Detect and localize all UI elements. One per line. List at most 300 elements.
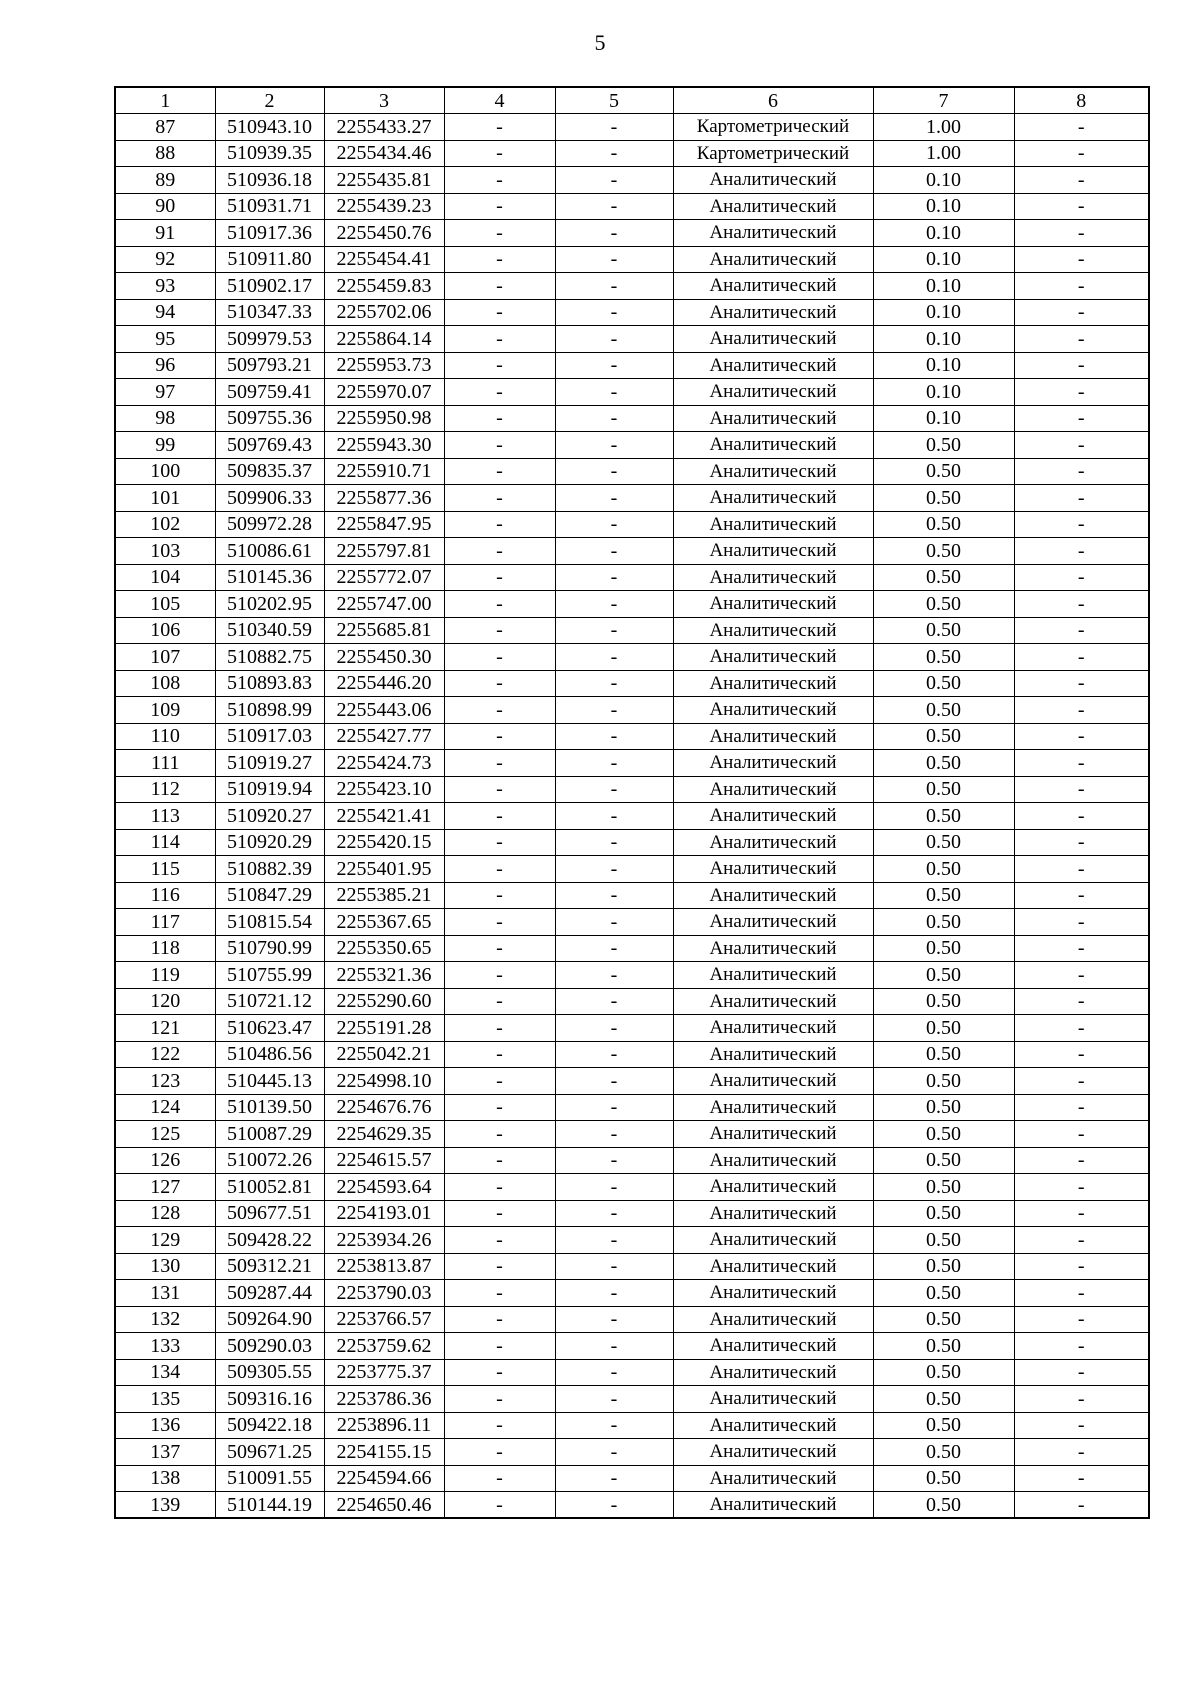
col8-cell: - xyxy=(1014,114,1149,141)
point-number-cell: 96 xyxy=(115,352,215,379)
col8-cell: - xyxy=(1014,246,1149,273)
table-row xyxy=(115,352,1149,379)
x-coordinate-cell: 510340.59 xyxy=(215,617,324,644)
col5-cell: - xyxy=(555,220,673,247)
col4-cell: - xyxy=(444,1359,555,1386)
accuracy-cell: 0.50 xyxy=(873,988,1014,1015)
col8-cell: - xyxy=(1014,723,1149,750)
col4-cell: - xyxy=(444,670,555,697)
coordinates-table xyxy=(114,86,1150,1519)
accuracy-cell: 0.50 xyxy=(873,1333,1014,1360)
accuracy-cell: 0.50 xyxy=(873,1280,1014,1307)
y-coordinate-cell: 2255350.65 xyxy=(324,935,444,962)
x-coordinate-cell: 510893.83 xyxy=(215,670,324,697)
col8-cell: - xyxy=(1014,1492,1149,1519)
point-number-cell: 88 xyxy=(115,140,215,167)
method-cell: Картометрический xyxy=(673,140,873,167)
col5-cell: - xyxy=(555,352,673,379)
table-row xyxy=(115,1280,1149,1307)
col5-cell: - xyxy=(555,326,673,353)
y-coordinate-cell: 2255401.95 xyxy=(324,856,444,883)
column-header-5: 5 xyxy=(555,87,673,114)
y-coordinate-cell: 2255797.81 xyxy=(324,538,444,565)
col8-cell: - xyxy=(1014,670,1149,697)
col5-cell: - xyxy=(555,1174,673,1201)
col4-cell: - xyxy=(444,326,555,353)
column-header-6: 6 xyxy=(673,87,873,114)
table-row xyxy=(115,167,1149,194)
method-cell: Аналитический xyxy=(673,299,873,326)
x-coordinate-cell: 509287.44 xyxy=(215,1280,324,1307)
y-coordinate-cell: 2255423.10 xyxy=(324,776,444,803)
point-number-cell: 103 xyxy=(115,538,215,565)
point-number-cell: 117 xyxy=(115,909,215,936)
point-number-cell: 119 xyxy=(115,962,215,989)
y-coordinate-cell: 2255439.23 xyxy=(324,193,444,220)
accuracy-cell: 0.50 xyxy=(873,1227,1014,1254)
col5-cell: - xyxy=(555,1041,673,1068)
y-coordinate-cell: 2255864.14 xyxy=(324,326,444,353)
table-row xyxy=(115,882,1149,909)
col5-cell: - xyxy=(555,432,673,459)
point-number-cell: 120 xyxy=(115,988,215,1015)
col4-cell: - xyxy=(444,564,555,591)
col8-cell: - xyxy=(1014,882,1149,909)
col8-cell: - xyxy=(1014,1094,1149,1121)
method-cell: Аналитический xyxy=(673,538,873,565)
x-coordinate-cell: 510911.80 xyxy=(215,246,324,273)
accuracy-cell: 0.50 xyxy=(873,617,1014,644)
col5-cell: - xyxy=(555,485,673,512)
y-coordinate-cell: 2255421.41 xyxy=(324,803,444,830)
method-cell: Аналитический xyxy=(673,803,873,830)
col5-cell: - xyxy=(555,1068,673,1095)
table-row xyxy=(115,246,1149,273)
table-row xyxy=(115,591,1149,618)
col8-cell: - xyxy=(1014,193,1149,220)
col4-cell: - xyxy=(444,1280,555,1307)
x-coordinate-cell: 510202.95 xyxy=(215,591,324,618)
col5-cell: - xyxy=(555,140,673,167)
method-cell: Аналитический xyxy=(673,909,873,936)
column-header-4: 4 xyxy=(444,87,555,114)
col5-cell: - xyxy=(555,697,673,724)
table-row xyxy=(115,909,1149,936)
point-number-cell: 89 xyxy=(115,167,215,194)
col4-cell: - xyxy=(444,538,555,565)
method-cell: Аналитический xyxy=(673,1174,873,1201)
point-number-cell: 135 xyxy=(115,1386,215,1413)
x-coordinate-cell: 509759.41 xyxy=(215,379,324,406)
x-coordinate-cell: 510919.27 xyxy=(215,750,324,777)
table-row xyxy=(115,1174,1149,1201)
x-coordinate-cell: 510086.61 xyxy=(215,538,324,565)
col5-cell: - xyxy=(555,564,673,591)
y-coordinate-cell: 2254193.01 xyxy=(324,1200,444,1227)
point-number-cell: 131 xyxy=(115,1280,215,1307)
accuracy-cell: 0.50 xyxy=(873,1094,1014,1121)
point-number-cell: 128 xyxy=(115,1200,215,1227)
point-number-cell: 108 xyxy=(115,670,215,697)
x-coordinate-cell: 510931.71 xyxy=(215,193,324,220)
method-cell: Аналитический xyxy=(673,1412,873,1439)
col4-cell: - xyxy=(444,1492,555,1519)
table-row xyxy=(115,829,1149,856)
col4-cell: - xyxy=(444,882,555,909)
method-cell: Аналитический xyxy=(673,1386,873,1413)
col8-cell: - xyxy=(1014,1386,1149,1413)
point-number-cell: 99 xyxy=(115,432,215,459)
col4-cell: - xyxy=(444,1306,555,1333)
col5-cell: - xyxy=(555,776,673,803)
x-coordinate-cell: 510755.99 xyxy=(215,962,324,989)
y-coordinate-cell: 2255450.76 xyxy=(324,220,444,247)
accuracy-cell: 0.50 xyxy=(873,1359,1014,1386)
table-row xyxy=(115,458,1149,485)
point-number-cell: 137 xyxy=(115,1439,215,1466)
col4-cell: - xyxy=(444,776,555,803)
col5-cell: - xyxy=(555,193,673,220)
col5-cell: - xyxy=(555,1147,673,1174)
x-coordinate-cell: 510623.47 xyxy=(215,1015,324,1042)
method-cell: Аналитический xyxy=(673,405,873,432)
y-coordinate-cell: 2255427.77 xyxy=(324,723,444,750)
point-number-cell: 92 xyxy=(115,246,215,273)
accuracy-cell: 0.50 xyxy=(873,750,1014,777)
col5-cell: - xyxy=(555,1412,673,1439)
col4-cell: - xyxy=(444,246,555,273)
y-coordinate-cell: 2255459.83 xyxy=(324,273,444,300)
method-cell: Аналитический xyxy=(673,962,873,989)
accuracy-cell: 0.50 xyxy=(873,1147,1014,1174)
col5-cell: - xyxy=(555,1094,673,1121)
y-coordinate-cell: 2254615.57 xyxy=(324,1147,444,1174)
table-row xyxy=(115,988,1149,1015)
col5-cell: - xyxy=(555,644,673,671)
col5-cell: - xyxy=(555,988,673,1015)
y-coordinate-cell: 2255446.20 xyxy=(324,670,444,697)
col4-cell: - xyxy=(444,750,555,777)
col8-cell: - xyxy=(1014,988,1149,1015)
point-number-cell: 112 xyxy=(115,776,215,803)
col5-cell: - xyxy=(555,1121,673,1148)
accuracy-cell: 0.10 xyxy=(873,246,1014,273)
page-number: 5 xyxy=(594,30,606,55)
col8-cell: - xyxy=(1014,697,1149,724)
accuracy-cell: 0.50 xyxy=(873,511,1014,538)
col5-cell: - xyxy=(555,670,673,697)
x-coordinate-cell: 510091.55 xyxy=(215,1465,324,1492)
table-row xyxy=(115,670,1149,697)
accuracy-cell: 0.50 xyxy=(873,803,1014,830)
point-number-cell: 132 xyxy=(115,1306,215,1333)
col5-cell: - xyxy=(555,617,673,644)
accuracy-cell: 0.10 xyxy=(873,193,1014,220)
y-coordinate-cell: 2255434.46 xyxy=(324,140,444,167)
table-row xyxy=(115,1333,1149,1360)
table-row xyxy=(115,1439,1149,1466)
method-cell: Аналитический xyxy=(673,220,873,247)
accuracy-cell: 0.50 xyxy=(873,1306,1014,1333)
method-cell: Аналитический xyxy=(673,935,873,962)
method-cell: Аналитический xyxy=(673,882,873,909)
accuracy-cell: 0.50 xyxy=(873,1492,1014,1519)
y-coordinate-cell: 2255420.15 xyxy=(324,829,444,856)
col5-cell: - xyxy=(555,167,673,194)
y-coordinate-cell: 2255953.73 xyxy=(324,352,444,379)
point-number-cell: 134 xyxy=(115,1359,215,1386)
column-header-7: 7 xyxy=(873,87,1014,114)
method-cell: Аналитический xyxy=(673,1492,873,1519)
x-coordinate-cell: 510919.94 xyxy=(215,776,324,803)
accuracy-cell: 1.00 xyxy=(873,114,1014,141)
method-cell: Аналитический xyxy=(673,1253,873,1280)
x-coordinate-cell: 510139.50 xyxy=(215,1094,324,1121)
x-coordinate-cell: 509906.33 xyxy=(215,485,324,512)
col8-cell: - xyxy=(1014,511,1149,538)
y-coordinate-cell: 2255433.27 xyxy=(324,114,444,141)
accuracy-cell: 0.50 xyxy=(873,564,1014,591)
col5-cell: - xyxy=(555,1227,673,1254)
method-cell: Аналитический xyxy=(673,750,873,777)
x-coordinate-cell: 510936.18 xyxy=(215,167,324,194)
y-coordinate-cell: 2253775.37 xyxy=(324,1359,444,1386)
col5-cell: - xyxy=(555,962,673,989)
col4-cell: - xyxy=(444,1068,555,1095)
col4-cell: - xyxy=(444,193,555,220)
col8-cell: - xyxy=(1014,591,1149,618)
table-row xyxy=(115,485,1149,512)
col4-cell: - xyxy=(444,220,555,247)
x-coordinate-cell: 509305.55 xyxy=(215,1359,324,1386)
col4-cell: - xyxy=(444,1041,555,1068)
x-coordinate-cell: 510144.19 xyxy=(215,1492,324,1519)
accuracy-cell: 0.10 xyxy=(873,326,1014,353)
col8-cell: - xyxy=(1014,1041,1149,1068)
accuracy-cell: 0.10 xyxy=(873,273,1014,300)
col5-cell: - xyxy=(555,511,673,538)
table-row xyxy=(115,1253,1149,1280)
table-row xyxy=(115,1492,1149,1519)
y-coordinate-cell: 2254650.46 xyxy=(324,1492,444,1519)
table-row xyxy=(115,273,1149,300)
y-coordinate-cell: 2255435.81 xyxy=(324,167,444,194)
table-row xyxy=(115,1015,1149,1042)
x-coordinate-cell: 510917.03 xyxy=(215,723,324,750)
point-number-cell: 125 xyxy=(115,1121,215,1148)
y-coordinate-cell: 2255321.36 xyxy=(324,962,444,989)
col5-cell: - xyxy=(555,856,673,883)
col8-cell: - xyxy=(1014,1015,1149,1042)
col4-cell: - xyxy=(444,485,555,512)
col5-cell: - xyxy=(555,1280,673,1307)
table-row xyxy=(115,962,1149,989)
col5-cell: - xyxy=(555,405,673,432)
method-cell: Аналитический xyxy=(673,1280,873,1307)
x-coordinate-cell: 510882.39 xyxy=(215,856,324,883)
col4-cell: - xyxy=(444,1333,555,1360)
col4-cell: - xyxy=(444,935,555,962)
table-row xyxy=(115,140,1149,167)
col8-cell: - xyxy=(1014,538,1149,565)
table-row xyxy=(115,1094,1149,1121)
table-row xyxy=(115,220,1149,247)
y-coordinate-cell: 2255747.00 xyxy=(324,591,444,618)
accuracy-cell: 0.50 xyxy=(873,856,1014,883)
point-number-cell: 129 xyxy=(115,1227,215,1254)
x-coordinate-cell: 509755.36 xyxy=(215,405,324,432)
col5-cell: - xyxy=(555,1200,673,1227)
accuracy-cell: 0.10 xyxy=(873,220,1014,247)
accuracy-cell: 0.50 xyxy=(873,776,1014,803)
point-number-cell: 93 xyxy=(115,273,215,300)
col8-cell: - xyxy=(1014,326,1149,353)
col8-cell: - xyxy=(1014,1465,1149,1492)
point-number-cell: 106 xyxy=(115,617,215,644)
col4-cell: - xyxy=(444,511,555,538)
col8-cell: - xyxy=(1014,564,1149,591)
column-header-1: 1 xyxy=(115,87,215,114)
point-number-cell: 122 xyxy=(115,1041,215,1068)
x-coordinate-cell: 509671.25 xyxy=(215,1439,324,1466)
point-number-cell: 100 xyxy=(115,458,215,485)
col4-cell: - xyxy=(444,617,555,644)
point-number-cell: 118 xyxy=(115,935,215,962)
method-cell: Аналитический xyxy=(673,485,873,512)
method-cell: Аналитический xyxy=(673,829,873,856)
y-coordinate-cell: 2255450.30 xyxy=(324,644,444,671)
y-coordinate-cell: 2253896.11 xyxy=(324,1412,444,1439)
method-cell: Аналитический xyxy=(673,167,873,194)
method-cell: Аналитический xyxy=(673,670,873,697)
col4-cell: - xyxy=(444,962,555,989)
method-cell: Аналитический xyxy=(673,1227,873,1254)
col8-cell: - xyxy=(1014,485,1149,512)
accuracy-cell: 0.50 xyxy=(873,485,1014,512)
x-coordinate-cell: 510882.75 xyxy=(215,644,324,671)
method-cell: Аналитический xyxy=(673,193,873,220)
col4-cell: - xyxy=(444,458,555,485)
point-number-cell: 95 xyxy=(115,326,215,353)
x-coordinate-cell: 510902.17 xyxy=(215,273,324,300)
table-row xyxy=(115,935,1149,962)
point-number-cell: 115 xyxy=(115,856,215,883)
col4-cell: - xyxy=(444,1094,555,1121)
method-cell: Аналитический xyxy=(673,1359,873,1386)
accuracy-cell: 0.50 xyxy=(873,1174,1014,1201)
x-coordinate-cell: 509972.28 xyxy=(215,511,324,538)
col5-cell: - xyxy=(555,1253,673,1280)
point-number-cell: 130 xyxy=(115,1253,215,1280)
y-coordinate-cell: 2254593.64 xyxy=(324,1174,444,1201)
col8-cell: - xyxy=(1014,962,1149,989)
table-row xyxy=(115,432,1149,459)
col4-cell: - xyxy=(444,697,555,724)
col5-cell: - xyxy=(555,1306,673,1333)
x-coordinate-cell: 510445.13 xyxy=(215,1068,324,1095)
col8-cell: - xyxy=(1014,432,1149,459)
col5-cell: - xyxy=(555,299,673,326)
column-header-8: 8 xyxy=(1014,87,1149,114)
method-cell: Аналитический xyxy=(673,1439,873,1466)
method-cell: Аналитический xyxy=(673,273,873,300)
col4-cell: - xyxy=(444,1015,555,1042)
y-coordinate-cell: 2255772.07 xyxy=(324,564,444,591)
col8-cell: - xyxy=(1014,1359,1149,1386)
table-row xyxy=(115,564,1149,591)
col5-cell: - xyxy=(555,1465,673,1492)
point-number-cell: 124 xyxy=(115,1094,215,1121)
y-coordinate-cell: 2255385.21 xyxy=(324,882,444,909)
col4-cell: - xyxy=(444,591,555,618)
method-cell: Аналитический xyxy=(673,644,873,671)
point-number-cell: 127 xyxy=(115,1174,215,1201)
x-coordinate-cell: 510898.99 xyxy=(215,697,324,724)
table-row xyxy=(115,405,1149,432)
y-coordinate-cell: 2253759.62 xyxy=(324,1333,444,1360)
accuracy-cell: 0.10 xyxy=(873,405,1014,432)
col8-cell: - xyxy=(1014,644,1149,671)
method-cell: Аналитический xyxy=(673,1094,873,1121)
col4-cell: - xyxy=(444,299,555,326)
col4-cell: - xyxy=(444,1227,555,1254)
col5-cell: - xyxy=(555,882,673,909)
method-cell: Аналитический xyxy=(673,776,873,803)
table-row xyxy=(115,1041,1149,1068)
accuracy-cell: 0.50 xyxy=(873,697,1014,724)
table-row xyxy=(115,1068,1149,1095)
table-row xyxy=(115,379,1149,406)
table-row xyxy=(115,1147,1149,1174)
col8-cell: - xyxy=(1014,273,1149,300)
col8-cell: - xyxy=(1014,458,1149,485)
table-row xyxy=(115,856,1149,883)
accuracy-cell: 0.50 xyxy=(873,1121,1014,1148)
col8-cell: - xyxy=(1014,352,1149,379)
method-cell: Аналитический xyxy=(673,511,873,538)
x-coordinate-cell: 510072.26 xyxy=(215,1147,324,1174)
col4-cell: - xyxy=(444,352,555,379)
y-coordinate-cell: 2255702.06 xyxy=(324,299,444,326)
point-number-cell: 139 xyxy=(115,1492,215,1519)
accuracy-cell: 0.50 xyxy=(873,538,1014,565)
x-coordinate-cell: 509769.43 xyxy=(215,432,324,459)
col8-cell: - xyxy=(1014,776,1149,803)
table-row xyxy=(115,644,1149,671)
col8-cell: - xyxy=(1014,1333,1149,1360)
y-coordinate-cell: 2255970.07 xyxy=(324,379,444,406)
col5-cell: - xyxy=(555,246,673,273)
col4-cell: - xyxy=(444,1200,555,1227)
accuracy-cell: 0.10 xyxy=(873,299,1014,326)
table-row xyxy=(115,299,1149,326)
point-number-cell: 104 xyxy=(115,564,215,591)
point-number-cell: 101 xyxy=(115,485,215,512)
point-number-cell: 90 xyxy=(115,193,215,220)
y-coordinate-cell: 2255367.65 xyxy=(324,909,444,936)
point-number-cell: 105 xyxy=(115,591,215,618)
col8-cell: - xyxy=(1014,1121,1149,1148)
point-number-cell: 91 xyxy=(115,220,215,247)
col4-cell: - xyxy=(444,405,555,432)
y-coordinate-cell: 2255685.81 xyxy=(324,617,444,644)
point-number-cell: 126 xyxy=(115,1147,215,1174)
column-header-2: 2 xyxy=(215,87,324,114)
col8-cell: - xyxy=(1014,935,1149,962)
table-row xyxy=(115,1200,1149,1227)
col8-cell: - xyxy=(1014,1253,1149,1280)
column-header-3: 3 xyxy=(324,87,444,114)
